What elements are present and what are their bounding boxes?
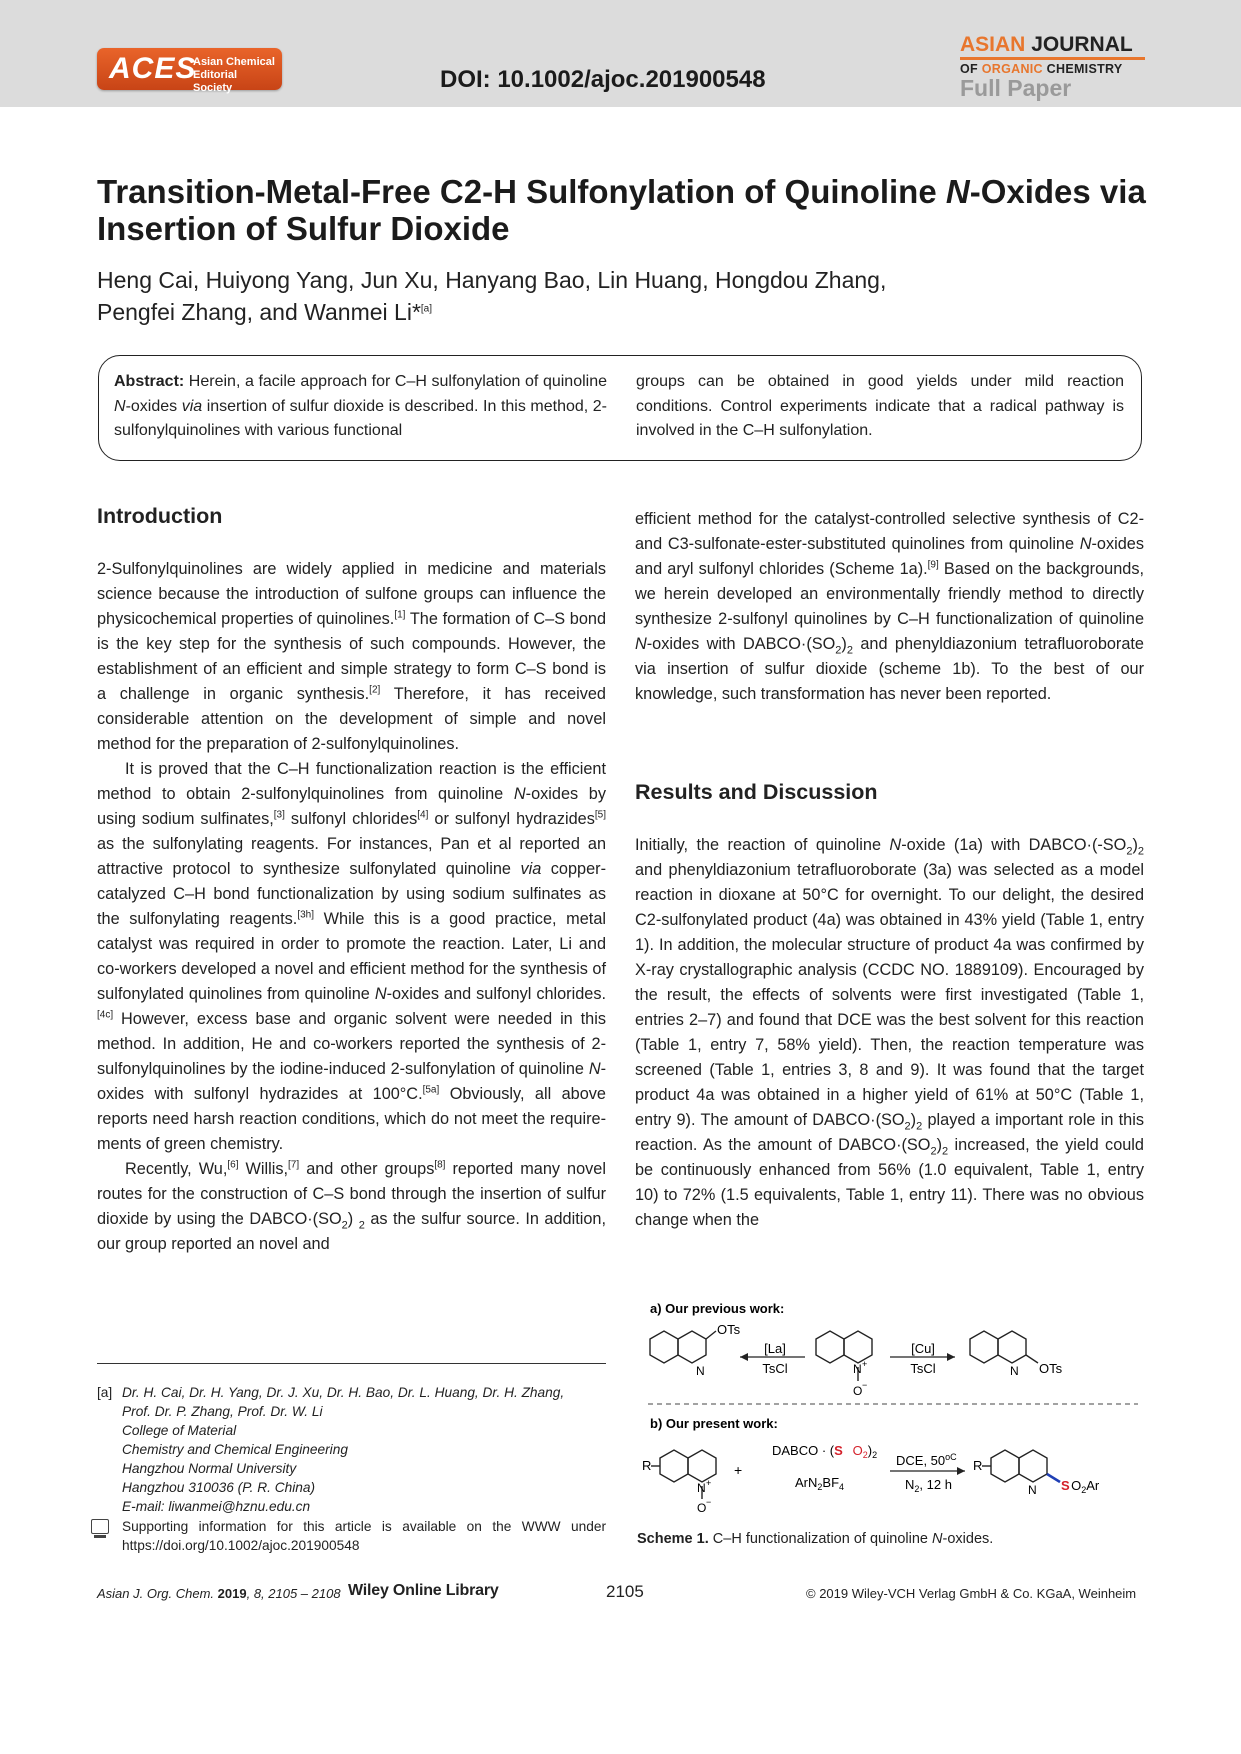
citation[interactable]: [7] bbox=[288, 1159, 300, 1171]
citation[interactable]: [2] bbox=[369, 684, 381, 696]
paragraph: It is proved that the C–H functionalization reaction is the efficient method to obtain 2-sulfonylquinolines from quinoline N-oxides by using sodium sulfinates,[3] sulfonyl chlorides[4] or sulfonyl hydrazides[5] as the sulfonylating reagents. For instances, Pan et al reported an attractive protocol to synthesize sulfonylated quinoline via copper-catalyzed C–H bond functionalization by using sodium sulfinates as the sulfonylating reagents.[3h] While this is a good practice, metal catalyst was required in order to promote the reaction. Later, Li and co-workers developed a novel and efficient method for the synthesis of sulfonylated quinolines from quinoline N-oxides and sulfonyl chlorides.[4c] However, excess base and organic solvent were needed in this method. In addition, He and co-workers reported the synthesis of 2-sulfonylquinolines by the iodine-induced 2-sulfonylation of quinoline N-oxides with sulfonyl hydrazides at 100°C.[5a] Obviously, all above reports need harsh reaction conditions, which do not meet the requirements of green chemistry. bbox=[97, 760, 606, 1153]
citation[interactable]: [9] bbox=[927, 559, 939, 571]
body-column-left bbox=[97, 557, 606, 1257]
footnote-rule bbox=[97, 1363, 606, 1364]
citation[interactable]: [3h] bbox=[297, 909, 315, 921]
supporting-info-text[interactable]: Supporting information for this article is available on the WWW under https://doi.org/10.1002/ajoc.201900548 bbox=[122, 1519, 606, 1553]
cu-catalyst-label: [Cu] bbox=[911, 1341, 935, 1356]
footer-journal-citation: Asian J. Org. Chem. 2019, 8, 2105 – 2108 bbox=[97, 1586, 341, 1601]
computer-icon bbox=[91, 1519, 109, 1534]
citation[interactable]: [3] bbox=[273, 809, 285, 821]
r-group-label: R bbox=[973, 1458, 983, 1473]
email-link[interactable]: E-mail: liwanmei@hznu.edu.cn bbox=[122, 1499, 311, 1514]
citation[interactable]: [4c] bbox=[97, 1009, 114, 1021]
dabco-so2-label: DABCO · (S $O_2)_2$ bbox=[772, 1443, 878, 1460]
abstract-box bbox=[98, 355, 1142, 461]
n-atom-label: N bbox=[697, 1481, 706, 1495]
citation[interactable]: [1] bbox=[394, 609, 406, 621]
aces-logo bbox=[97, 48, 282, 94]
tscl-label: TsCl bbox=[910, 1361, 936, 1376]
arn2bf4-label: $ArN_2BF_4$ bbox=[795, 1475, 845, 1492]
ots-label: OTs bbox=[717, 1322, 741, 1337]
paragraph: Initially, the reaction of quinoline N-oxide (1a) with $DABCO\cdot(-SO_2)_2$ and phenyldiazonium tetrafluoroborate (3a) was selected as a model reaction in dioxane at 50°C for overnight. To our delight, the desired C2-sulfonylated product (4a) was obtained in 43% yield (Table 1, entry 1). In addition, the molecular structure of product 4a was confirmed by X-ray crystallographic analysis (CCDC NO. 1889109). Encouraged by the result, the effects of solvents were first investigated (Table 1, entries 2–7) and found that DCE was the best solvent for this reaction (Table 1, entry 7, 58% yield). Then, the reaction temperature was screened (Table 1, entries 3, 8 and 9). It was found that the target product 4a was obtained in a higher yield of 61% at 50°C (Table 1, entry 9). The amount of $DABCO\cdot(SO_2)_2$ played a important role in this reaction. As the amount of $DABCO\cdot(SO_2)_2$ increased, the yield could be continuously enhanced from 56% (1.0 equivalent, Table 1, entry 10) to 72% (1.5 equivalents, Table 1, entry 11). There was no obvious change when the bbox=[635, 836, 1145, 1229]
la-catalyst-label: [La] bbox=[764, 1341, 786, 1356]
abstract-text-col1: Abstract: Herein, a facile approach for C–H sulfonylation of quinoline N-oxides via insertion of sulfur dioxide is described. In this method, 2-sulfonylquinolines with various functional bbox=[114, 373, 607, 440]
body-column-right-bottom bbox=[635, 833, 1144, 1233]
article-type: Full Paper bbox=[960, 75, 1072, 101]
so2ar-label: $SO_2Ar$ bbox=[1061, 1478, 1100, 1495]
r-quinoline-n-oxide-structure bbox=[651, 1450, 716, 1499]
n-atom-label: N bbox=[696, 1364, 705, 1378]
copyright: © 2019 Wiley-VCH Verlag GmbH & Co. KGaA, Weinheim bbox=[806, 1586, 1137, 1601]
n-atom-label: N bbox=[853, 1362, 862, 1376]
scheme-label-b: b) Our present work: bbox=[650, 1416, 778, 1431]
r-group-label: R bbox=[642, 1458, 652, 1473]
quinoline-n-oxide-structure bbox=[816, 1331, 872, 1381]
scheme-label-a: a) Our previous work: bbox=[650, 1301, 785, 1316]
aces-mark: ACES bbox=[109, 52, 197, 85]
plus-sign: + bbox=[734, 1462, 743, 1478]
paragraph: Recently, Wu,[6] Willis,[7] and other groups[8] reported many novel routes for the construction of C–S bond through the insertion of sulfur dioxide by using the $DABCO\cdot(SO_2)$ $_2$ as the sulfur source. In addition, our group reported an novel and bbox=[97, 1159, 606, 1253]
conditions-label: DCE, $50^{oC}$ bbox=[896, 1452, 957, 1468]
aces-society: Asian Chemical Editorial Society bbox=[193, 56, 275, 94]
journal-rule bbox=[960, 57, 1145, 60]
citation[interactable]: [8] bbox=[434, 1159, 446, 1171]
c-s-bond-highlight bbox=[1047, 1474, 1060, 1482]
section-heading-results: Results and Discussion bbox=[635, 780, 878, 804]
citation[interactable]: [4] bbox=[417, 809, 429, 821]
citation[interactable]: [6] bbox=[227, 1159, 239, 1171]
paragraph: 2-Sulfonylquinolines are widely applied in medicine and materials science because the introduction of sulfone groups can influence the physicochemical properties of quinolines.[1] The formation of C–S bond is the key step for the synthesis of such compounds. However, the establishment of an efficient and simple strategy to form C–S bond is a challenge in organic synthesis.[2] Therefore, it has received considerable attention on the development of simple and novel method for the preparation of 2-sulfonylquinolines. bbox=[97, 560, 607, 753]
scheme-1-figure bbox=[640, 1295, 1145, 1520]
citation[interactable]: [5a] bbox=[422, 1084, 440, 1096]
paper-title: Transition-Metal-Free C2-H Sulfonylation of Quinoline N-Oxides via Insertion of Sulfur Dioxide bbox=[97, 173, 1146, 247]
charge-minus: − bbox=[706, 1497, 712, 1507]
2-sulfonylquinoline-structure bbox=[982, 1450, 1047, 1482]
paragraph: efficient method for the catalyst-controlled selective synthesis of C2- and C3-sulfonate-ester-substituted quinolines from quinoline N-oxides and aryl sulfonyl chlorides (Scheme 1a).[9] Based on the backgrounds, we herein developed an environmentally friendly method to directly synthesize 2-sulfonyl quinolines by C–H functionalization of quinoline N-oxides with $DABCO\cdot(SO_2)_2$ and phenyldiazonium tetrafluoroborate via insertion of sulfur dioxide (scheme 1b). To the best of our knowledge, such transformation has never been reported. bbox=[635, 510, 1144, 703]
doi[interactable]: DOI: 10.1002/ajoc.201900548 bbox=[440, 66, 766, 93]
charge-minus: − bbox=[862, 1380, 868, 1390]
journal-logo: ASIAN JOURNAL OF ORGANIC CHEMISTRY Full Paper bbox=[960, 34, 1145, 100]
wiley-online-library-link[interactable]: Wiley Online Library bbox=[348, 1582, 499, 1599]
quinoline-2-ots-structure bbox=[970, 1331, 1038, 1363]
n-atom-label: N bbox=[1010, 1364, 1019, 1378]
charge-plus: + bbox=[862, 1359, 868, 1369]
n-atom-label: N bbox=[1028, 1483, 1037, 1497]
abstract-text-col2: groups can be obtained in good yields under mild reaction conditions. Control experiments indicate that a radical pathway is involved in the C–H sulfonylation. bbox=[636, 373, 1124, 440]
authors: Heng Cai, Huiyong Yang, Jun Xu, Hanyang Bao, Lin Huang, Hongdou Zhang, Pengfei Zhang, and Wanmei Li*[a] bbox=[97, 267, 887, 325]
citation[interactable]: [5] bbox=[594, 809, 606, 821]
o-atom-label: O bbox=[853, 1384, 863, 1398]
ots-label: OTs bbox=[1039, 1361, 1063, 1376]
arrowhead bbox=[740, 1353, 748, 1361]
body-column-right-top bbox=[635, 507, 1144, 707]
scheme-caption: Scheme 1. C–H functionalization of quinoline N-oxides. bbox=[637, 1531, 994, 1547]
quinoline-3-ots-structure bbox=[650, 1331, 716, 1363]
charge-plus: + bbox=[706, 1478, 712, 1488]
section-heading-introduction: Introduction bbox=[97, 504, 223, 528]
n2-time-label: $N_2$, 12 h bbox=[905, 1477, 952, 1494]
tscl-label: TsCl bbox=[762, 1361, 788, 1376]
arrowhead bbox=[947, 1353, 955, 1361]
o-atom-label: O bbox=[697, 1501, 707, 1515]
page-number: 2105 bbox=[606, 1582, 644, 1601]
arrowhead bbox=[957, 1467, 965, 1475]
